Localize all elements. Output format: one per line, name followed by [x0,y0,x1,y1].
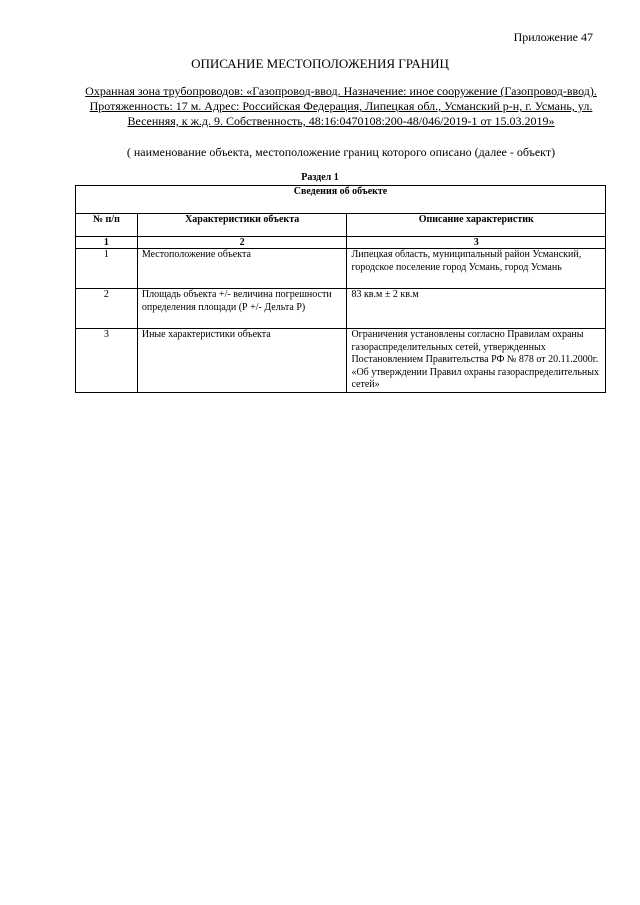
section-label: Раздел 1 [301,172,339,183]
row-number: 3 [76,329,138,393]
object-caption: ( наименование объекта, местоположение границ которого описано (далее - объект) [126,145,556,159]
document-title: ОПИСАНИЕ МЕСТОПОЛОЖЕНИЯ ГРАНИЦ [191,56,449,71]
column-number: 1 [76,237,138,249]
table-header-row [76,214,606,237]
row-number: 1 [76,249,138,289]
row-description: Ограничения установлены согласно Правилам охраны газораспределительных сетей, утвержденных Постановлением Правительства РФ № 878 от 20.11.2000г. «Об утверждении Правил охраны газораспределительных сетей» [347,329,606,393]
column-number: 3 [347,237,606,249]
object-description: Охранная зона трубопроводов: «Газопровод-ввод. Назначение: иное сооружение (Газопровод-ввод). Протяженность: 17 м. Адрес: Российская Федерация, Липецкая обл., Усманский р-н, г. Усмань, ул. Весенняя, к ж.д. 9. Собственность, 48:16:0470108:200-48/046/2019-1 от 15.03.2019» [85,84,597,128]
column-number-row [76,237,606,249]
column-header-characteristic: Характеристики объекта [137,214,347,237]
table-caption-row [76,186,606,214]
table-row [76,329,606,393]
appendix-label: Приложение 47 [513,30,593,44]
column-header-number: № п/п [76,214,138,237]
row-characteristic: Площадь объекта +/- величина погрешности определения площади (Р +/- Дельта Р) [137,289,347,329]
row-description: 83 кв.м ± 2 кв.м [347,289,606,329]
row-number: 2 [76,289,138,329]
object-info-table [75,185,606,393]
column-number: 2 [137,237,347,249]
table-row [76,289,606,329]
column-header-description: Описание характеристик [347,214,606,237]
row-characteristic: Местоположение объекта [137,249,347,289]
table-row [76,249,606,289]
row-description: Липецкая область, муниципальный район Усманский, городское поселение город Усмань, город Усмань [347,249,606,289]
row-characteristic: Иные характеристики объекта [137,329,347,393]
table-caption: Сведения об объекте [76,186,606,214]
